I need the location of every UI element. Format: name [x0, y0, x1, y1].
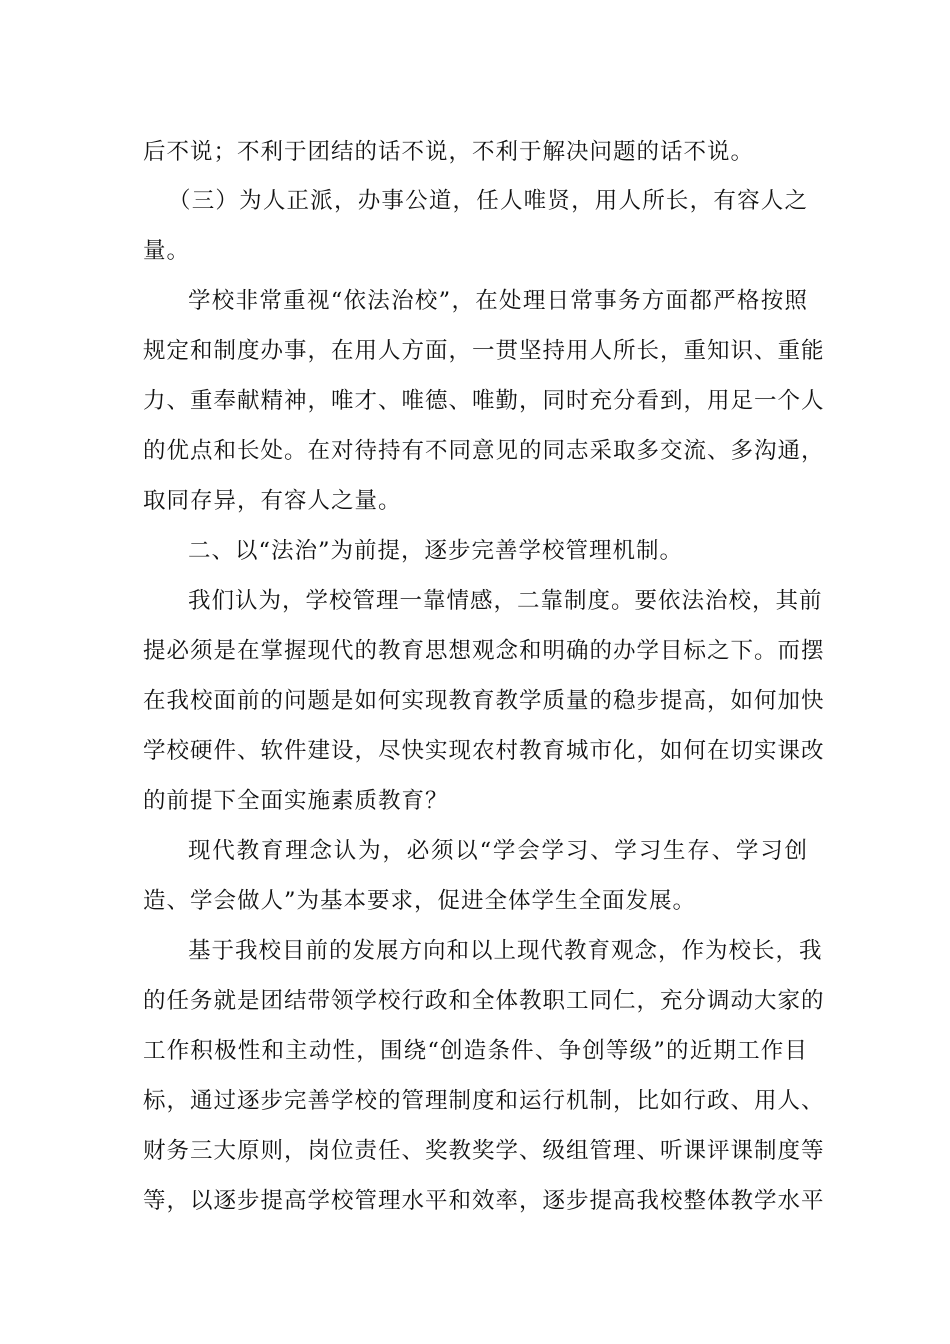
text-line: 提必须是在掌握现代的教育思想观念和明确的办学目标之下。而摆	[143, 638, 825, 664]
section-heading: 二、以“法治”为前提，逐步完善学校管理机制。	[188, 538, 684, 564]
text-line: 的优点和长处。在对待持有不同意见的同志采取多交流、多沟通，	[143, 438, 825, 464]
text-line: 标，通过逐步完善学校的管理制度和运行机制，比如行政、用人、	[143, 1088, 825, 1114]
text-line: 工作积极性和主动性，围绕“创造条件、争创等级”的近期工作目	[143, 1038, 808, 1064]
text-line: 学校非常重视“依法治校”，在处理日常事务方面都严格按照	[188, 288, 808, 314]
text-line: 的任务就是团结带领学校行政和全体教职工同仁，充分调动大家的	[143, 988, 825, 1014]
text-line: 力、重奉献精神，唯才、唯德、唯勤，同时充分看到，用足一个人	[143, 388, 825, 414]
text-line: 财务三大原则，岗位责任、奖教奖学、级组管理、听课评课制度等	[143, 1138, 825, 1164]
text-line: 在我校面前的问题是如何实现教育教学质量的稳步提高，如何加快	[143, 688, 825, 714]
text-line: 基于我校目前的发展方向和以上现代教育观念，作为校长，我	[188, 938, 823, 964]
text-line: 的前提下全面实施素质教育？	[143, 788, 449, 814]
text-line: 量。	[143, 238, 191, 264]
text-line: 规定和制度办事，在用人方面，一贯坚持用人所长，重知识、重能	[143, 338, 825, 364]
text-line: 后不说；不利于团结的话不说，不利于解决问题的话不说。	[143, 139, 755, 165]
text-line: 我们认为，学校管理一靠情感，二靠制度。要依法治校，其前	[188, 588, 823, 614]
text-line: 等，以逐步提高学校管理水平和效率，逐步提高我校整体教学水平	[143, 1188, 825, 1214]
text-line: （三）为人正派，办事公道，任人唯贤，用人所长，有容人之	[168, 188, 808, 214]
text-line: 取同存异，有容人之量。	[143, 488, 402, 514]
text-line: 学校硬件、软件建设，尽快实现农村教育城市化，如何在切实课改	[143, 738, 825, 764]
text-line: 现代教育理念认为，必须以“学会学习、学习生存、学习创	[188, 838, 808, 864]
text-line: 造、学会做人”为基本要求，促进全体学生全面发展。	[143, 888, 697, 914]
